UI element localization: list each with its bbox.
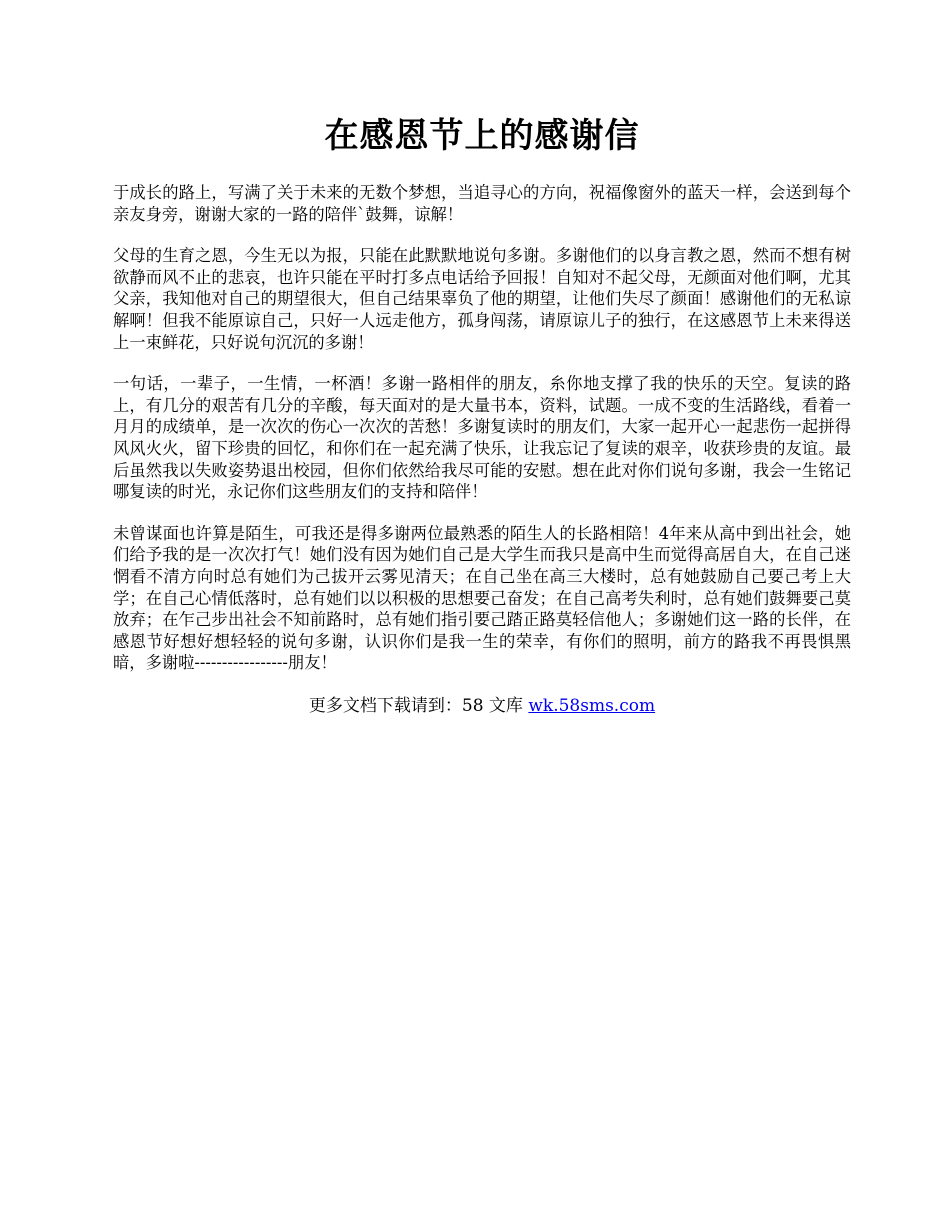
document-title: 在感恩节上的感谢信 xyxy=(324,116,640,156)
paragraph-2: 父母的生育之恩，今生无以为报，只能在此默默地说句多谢。多谢他们的以身言教之恩，然而不想有树欲静而风不止的悲哀，也许只能在平时打多点电话给予回报！自知对不起父母，无颜面对他们啊，尤其父亲，我知他对自己的期望很大，但自己结果辜负了他的期望，让他们失尽了颜面！感谢他们的无私谅解啊！但我不能原谅自己，只好一人远走他方，孤身闯荡，请原谅儿子的独行，在这感恩节上未来得送上一束鲜花，只好说句沉沉的多谢！ xyxy=(113,246,851,352)
paragraph-1: 于成长的路上，写满了关于未来的无数个梦想，当追寻心的方向，祝福像窗外的蓝天一样，会送到每个亲友身旁，谢谢大家的一路的陪伴`鼓舞，谅解！ xyxy=(113,183,851,224)
document-page xyxy=(113,108,851,718)
download-link[interactable]: wk.58sms.com xyxy=(528,695,656,716)
footer-text: 更多文档下载请到：58 文库 xyxy=(308,695,529,716)
download-footer xyxy=(113,694,851,718)
paragraph-4: 未曾谋面也许算是陌生，可我还是得多谢两位最熟悉的陌生人的长路相陪！4年来从高中到出社会，她们给予我的是一次次打气！她们没有因为她们自己是大学生而我只是高中生而觉得高居自大，在自己迷惘看不清方向时总有她们为己拔开云雾见清天；在自己坐在高三大楼时，总有她鼓励自己要己考上大学；在自己心情低落时，总有她们以以积极的思想要己奋发；在自己高考失利时，总有她们鼓舞要己莫放弃；在乍己步出社会不知前路时，总有她们指引要己踏正路莫轻信他人；多谢她们这一路的长伴，在感恩节好想好想轻轻的说句多谢，认识你们是我一生的荣幸，有你们的照明，前方的路我不再畏惧黑暗，多谢啦-----------------朋友！ xyxy=(113,523,851,673)
document-body xyxy=(113,182,851,674)
paragraph-3: 一句话，一辈子，一生情，一杯酒！多谢一路相伴的朋友，糸你地支撑了我的快乐的天空。复读的路上，有几分的艰苦有几分的辛酸，每天面对的是大量书本，资料，试题。一成不变的生活路线，看着一月月的成绩单，是一次次的伤心一次次的苦愁！多谢复读时的朋友们，大家一起开心一起悲伤一起拼得风风火火，留下珍贵的回忆，和你们在一起充满了快乐，让我忘记了复读的艰辛，收获珍贵的友谊。最后虽然我以失败姿势退出校园，但你们依然给我尽可能的安慰。想在此对你们说句多谢，我会一生铭记哪复读的时光，永记你们这些朋友们的支持和陪伴！ xyxy=(113,374,851,502)
